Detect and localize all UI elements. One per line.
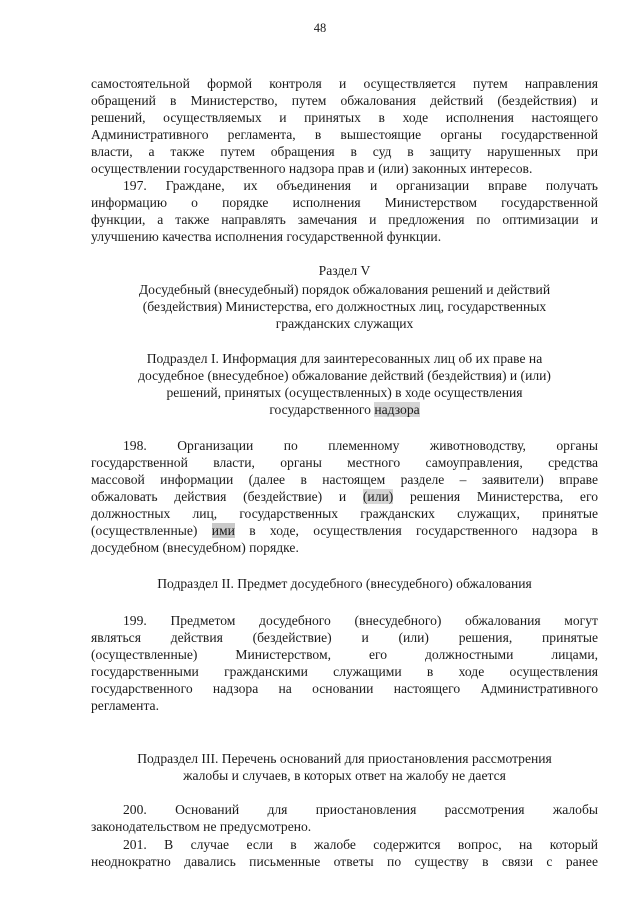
text-line: 200. Оснований для приостановления рассмотрения жалобы	[123, 802, 598, 817]
highlighted-word: ими	[211, 523, 235, 538]
section-title: Раздел V	[318, 263, 371, 278]
text-line: осуществлении государственного надзора прав и (или) законных интересов.	[91, 161, 533, 176]
paragraph-197	[91, 177, 598, 245]
text-line: жалобы и случаев, в которых ответ на жалобу не дается	[183, 768, 506, 783]
text-line: гражданских служащих	[275, 316, 414, 331]
text-line	[91, 488, 598, 505]
text-line: (осуществленные) Министерством, его должностными лицами,	[91, 647, 598, 662]
text-line: Подраздел I. Информация для заинтересованных лиц об их праве на	[146, 351, 543, 366]
paragraph-201	[91, 836, 598, 870]
subsection-2-heading	[91, 575, 598, 592]
text-line: досудебное (внесудебное) обжалование действий (бездействия) и (или)	[138, 368, 551, 383]
text-line: Досудебный (внесудебный) порядок обжалования решений и действий	[138, 282, 551, 297]
text-line: массовой информации (далее в настоящем разделе – заявители) вправе	[91, 472, 598, 487]
text-line: информацию о порядке исполнения Министерством государственной	[91, 195, 598, 210]
text-line: 199. Предметом досудебного (внесудебного) обжалования могут	[123, 613, 598, 628]
paragraph-199	[91, 612, 598, 714]
text-line: неоднократно давались письменные ответы по существу в связи с ранее	[91, 854, 598, 869]
text-line: досудебном (внесудебном) порядке.	[91, 540, 299, 555]
text-line: государственными гражданскими служащими в ходе осуществления	[91, 664, 598, 679]
text-line: функции, а также направлять замечания и предложения по оптимизации и	[91, 212, 598, 227]
highlighted-word: надзора	[374, 402, 420, 417]
text-line: Подраздел II. Предмет досудебного (внесудебного) обжалования	[157, 576, 532, 591]
text-line: 201. В случае если в жалобе содержится вопрос, на который	[123, 837, 598, 852]
text-line: обращений в Министерство, путем обжалования действий (бездействия) и	[91, 93, 598, 108]
text-fragment: в ходе, осуществления государственного надзора в	[234, 523, 598, 538]
text-line: улучшению качества исполнения государственной функции.	[91, 229, 442, 244]
text-fragment: обжаловать действия (бездействие) и	[91, 489, 363, 504]
text-fragment: (осуществленные)	[91, 523, 212, 538]
paragraph-intro	[91, 75, 598, 177]
subsection-3-heading	[91, 750, 598, 784]
text-line: (бездействия) Министерства, его должностных лиц, государственных	[142, 299, 547, 314]
text-line: 197. Граждане, их объединения и организации вправе получать	[123, 178, 598, 193]
text-fragment: государственного	[269, 402, 375, 417]
text-line: регламента.	[91, 698, 159, 713]
text-line: государственной власти, органы местного самоуправления, средства	[91, 455, 598, 470]
text-line: власти, а также путем обращения в суд в защиту нарушенных при	[91, 144, 598, 159]
text-line: государственного надзора на основании настоящего Административного	[91, 681, 598, 696]
text-line: являться действия (бездействие) и (или) решения, принятые	[91, 630, 598, 645]
highlighted-word: (или)	[362, 489, 394, 504]
subsection-1-heading	[91, 350, 598, 418]
text-line: решений, осуществляемых и принятых в ходе исполнения настоящего	[91, 110, 598, 125]
text-line: Подраздел III. Перечень оснований для приостановления рассмотрения	[137, 751, 552, 766]
page-number: 48	[313, 21, 327, 35]
text-line: самостоятельной формой контроля и осуществляется путем направления	[91, 76, 598, 91]
section-v-subtitle	[91, 281, 598, 332]
text-line: законодательством не предусмотрено.	[91, 819, 312, 834]
text-line: Административного регламента, в вышестоящие органы государственной	[91, 127, 598, 142]
paragraph-198	[91, 437, 598, 556]
text-fragment: решения Министерства, его	[393, 489, 598, 504]
text-line: решений, принятых (осуществленных) в ходе осуществления	[166, 385, 523, 400]
text-line	[91, 522, 598, 539]
text-line: должностных лиц, государственных гражданских служащих, принятые	[91, 506, 598, 521]
paragraph-200	[91, 801, 598, 835]
text-line	[91, 401, 598, 418]
text-line: 198. Организации по племенному животноводству, органы	[123, 438, 598, 453]
section-v-heading	[91, 262, 598, 279]
